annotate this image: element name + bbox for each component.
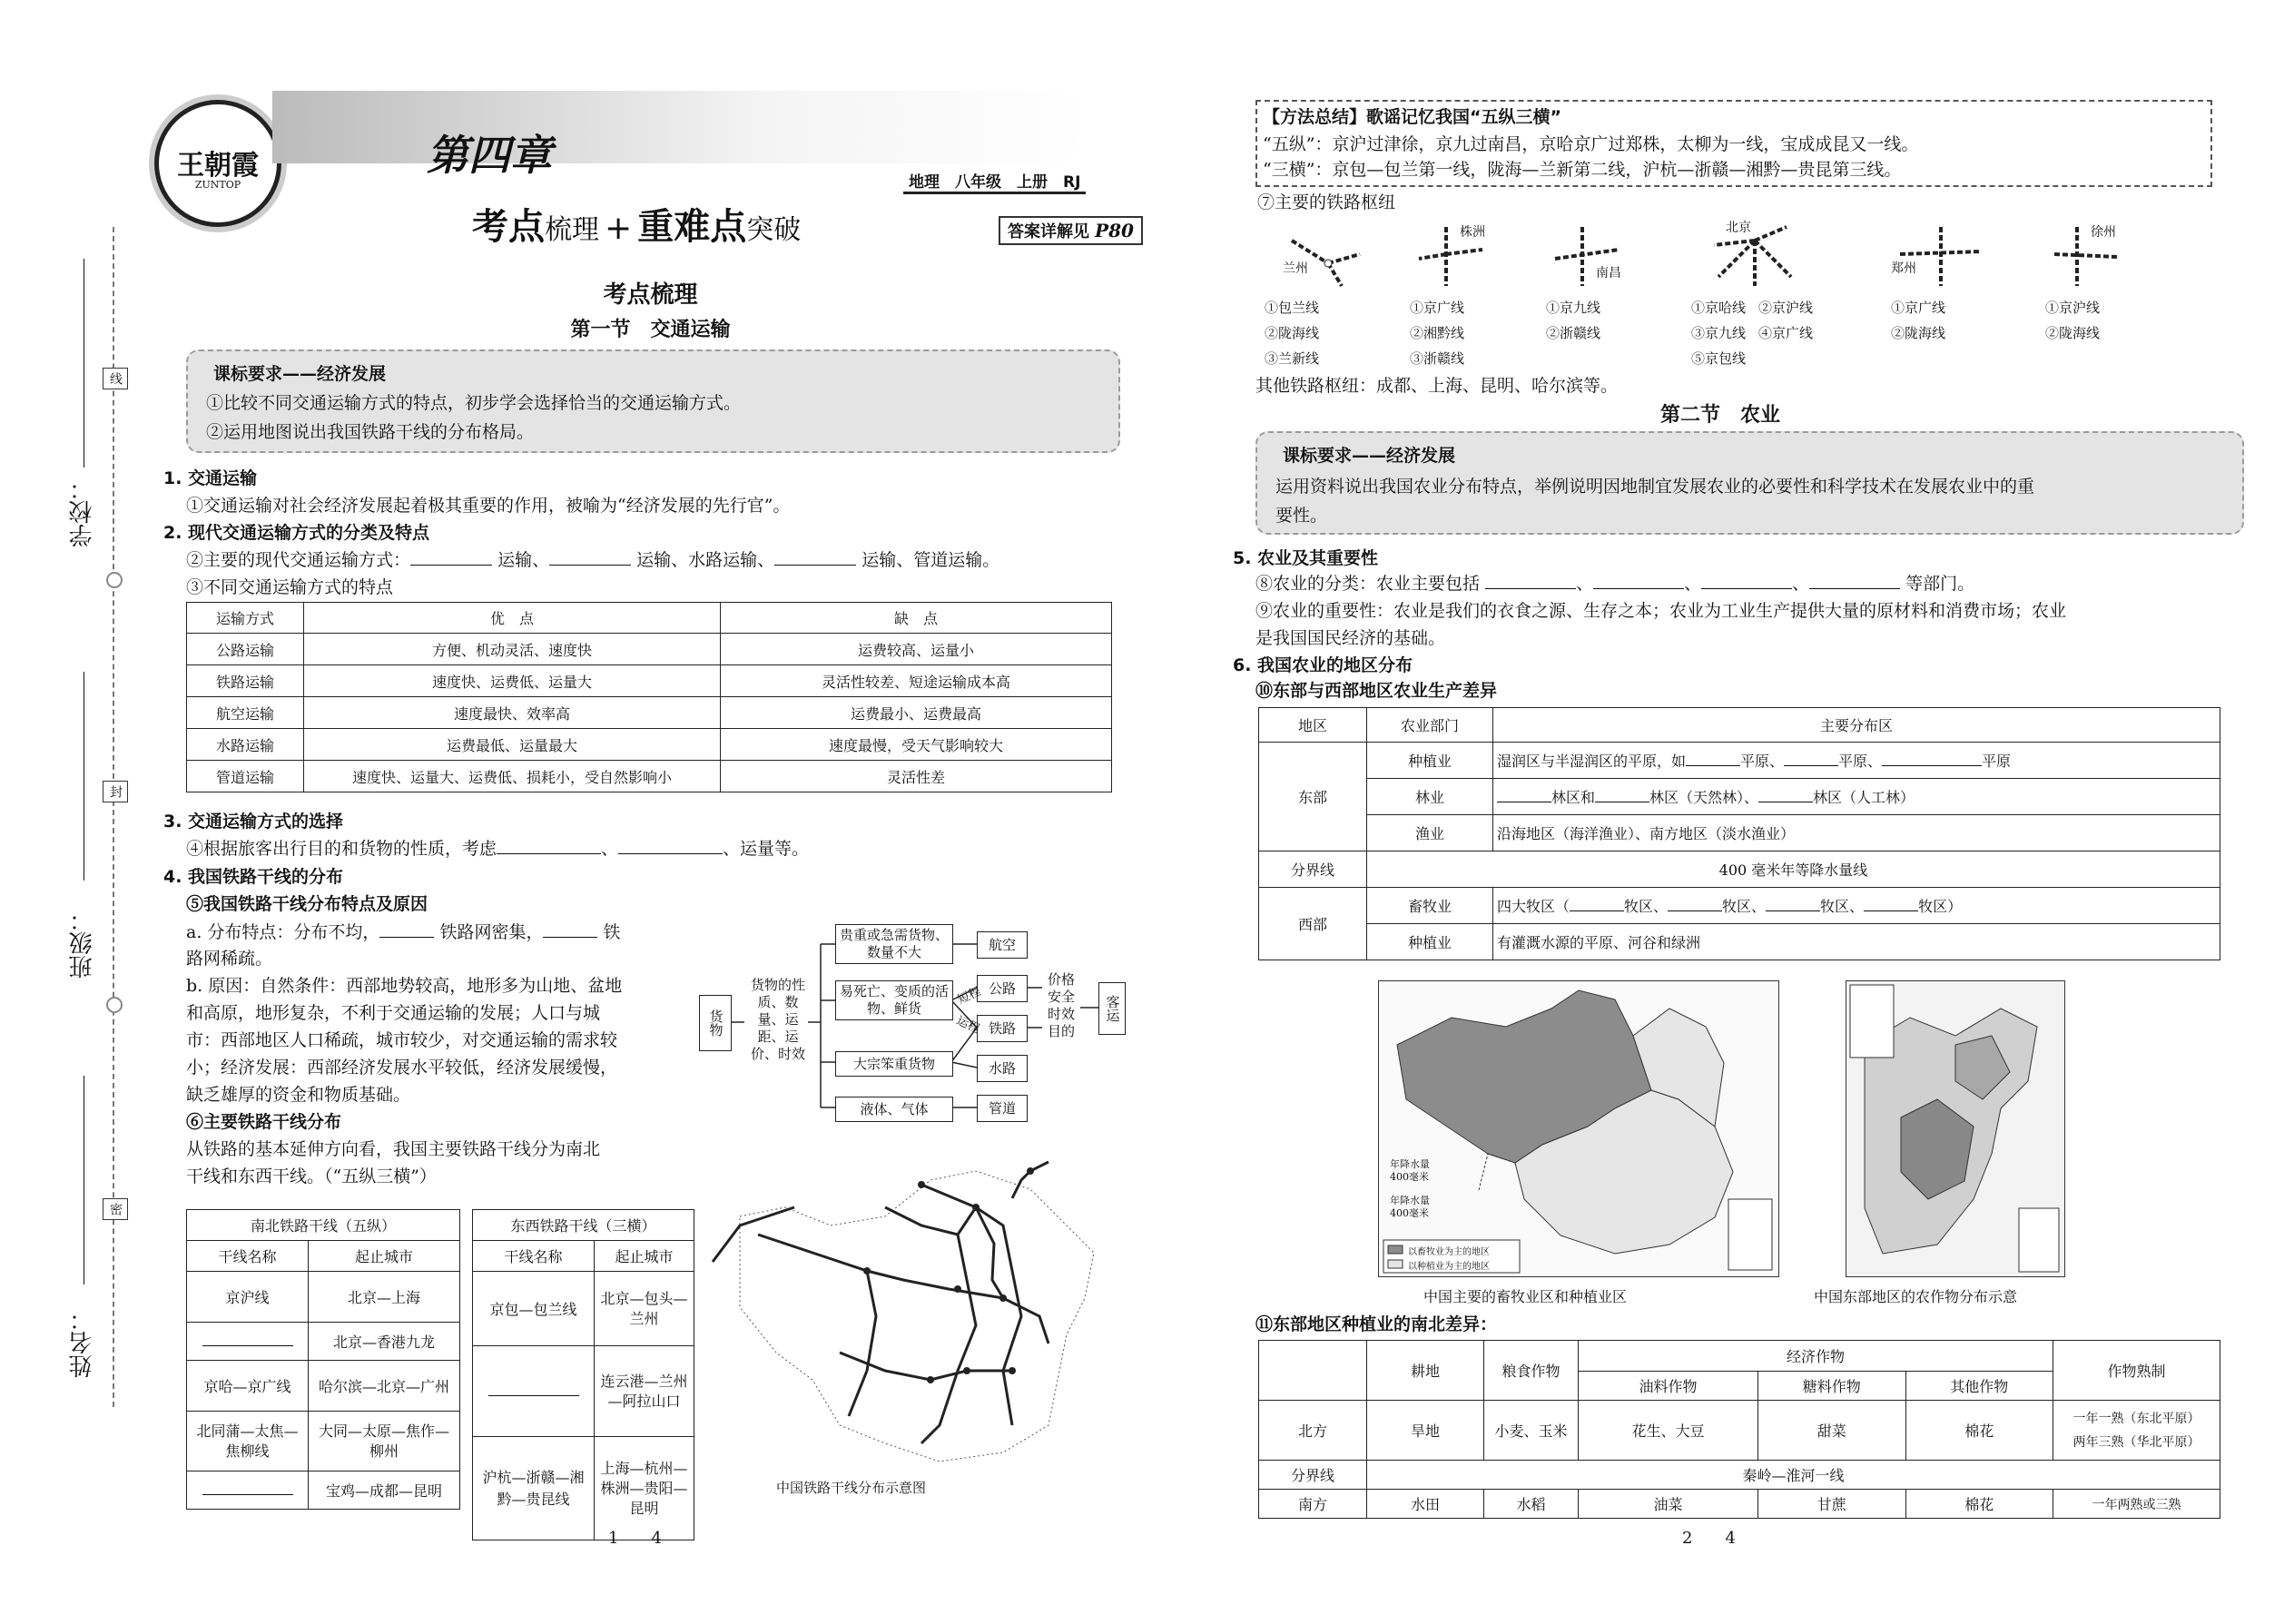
blank-transport-1[interactable]: [410, 565, 492, 566]
north-label: 北方: [1259, 1401, 1367, 1461]
blank-pasture-1[interactable]: [1570, 910, 1624, 911]
south-label: 南方: [1259, 1490, 1367, 1519]
north-ripe-cell: [2053, 1401, 2220, 1461]
table-cell: 运费最低、运量最大: [304, 729, 721, 761]
table-cell: 小麦、玉米: [1484, 1401, 1579, 1461]
hub-city: 徐州: [2091, 225, 2116, 240]
table-cell: 京哈—京广线: [187, 1361, 309, 1412]
hub-line: ②陇海线: [1891, 325, 1946, 341]
agri-requirement-box: [1255, 431, 2244, 535]
answer-ref-page: P80: [1095, 220, 1134, 241]
east-fish: 沿海地区（海洋渔业）、南方地区（淡水渔业）: [1493, 815, 2220, 851]
transport-flowchart: [699, 917, 1126, 1126]
text: 牧区、: [1820, 898, 1865, 915]
subtitle-d: 突破: [746, 214, 802, 246]
left-page-number: 1 4: [608, 1529, 662, 1548]
hub-lanzhou-icon: [1265, 227, 1364, 290]
text: 牧区、: [1624, 898, 1669, 915]
table-cell: 沪杭—浙赣—湘黔—贵昆线: [473, 1437, 595, 1540]
blank-dense[interactable]: [379, 937, 434, 938]
hub-line: ①包兰线: [1265, 300, 1320, 316]
subtitle-b: 梳理: [545, 214, 599, 246]
ew-title: 东西铁路干线（三横）: [473, 1210, 694, 1241]
sector-crop: 种植业: [1367, 743, 1493, 779]
hub-line: ②浙赣线: [1546, 325, 1601, 341]
map1-legend-herd: 以畜牧业为主的地区: [1408, 1247, 1490, 1257]
ew-rail-table: [472, 1209, 694, 1540]
table-cell: 灵活性差: [721, 761, 1112, 792]
brand-logo-text: 王朝霞: [177, 150, 259, 182]
flow-mode-air: 航空: [977, 931, 1028, 959]
transport-table: [186, 602, 1112, 792]
h-farmland: 耕地: [1367, 1341, 1484, 1401]
section-1-title: 第一节 交通运输: [570, 318, 731, 341]
h-other: 其他作物: [1905, 1372, 2053, 1401]
ns-blank-cell[interactable]: [187, 1323, 309, 1361]
north-ripe-1: 一年一熟（东北平原）: [2072, 1411, 2200, 1426]
brand-logo: [154, 100, 281, 227]
seal-mark-mi: 密: [103, 1198, 128, 1220]
table-cell: 北同蒲—太焦—焦柳线: [187, 1412, 309, 1471]
hub-line: ③京九线: [1691, 325, 1747, 341]
blank-ns-line-2[interactable]: [202, 1345, 293, 1346]
table-cell: 宝鸡—成都—昆明: [309, 1471, 460, 1510]
ns-th-name: 干线名称: [187, 1241, 309, 1272]
ns-rail-table: [186, 1209, 460, 1510]
para-4-b: 、: [601, 839, 619, 859]
method-summary-box: [1255, 100, 2212, 187]
para-10: ⑩东部与西部地区农业生产差异: [1255, 681, 1498, 701]
hub-line: ②京沪线: [1758, 300, 1814, 316]
heading-6: 6. 我国农业的地区分布: [1233, 655, 1413, 675]
flow-mode-road: 公路: [977, 975, 1028, 1002]
para-2-a: ②主要的现代交通运输方式：: [186, 550, 411, 570]
req-item-2: ②运用地图说出我国铁路干线的分布格局。: [206, 422, 535, 442]
ns-th-cities: 起止城市: [309, 1241, 460, 1272]
ns-agri-table: [1258, 1340, 2220, 1519]
flow-passenger-factors: 价格安全时效目的: [1047, 971, 1075, 1039]
table-cell: 运费较高、运量小: [721, 634, 1112, 665]
region-west: 西部: [1259, 888, 1367, 960]
para-8-b: 等部门。: [1905, 574, 1975, 594]
subtitle-a: 考点: [472, 206, 545, 248]
hub-beijing: [1691, 218, 1846, 372]
blank-ew-line-2[interactable]: [488, 1395, 579, 1396]
blank-pasture-2[interactable]: [1668, 910, 1722, 911]
heading-5: 5. 农业及其重要性: [1233, 548, 1379, 568]
table-cell: 速度最快、效率高: [304, 697, 721, 729]
blank-sparse[interactable]: [543, 937, 597, 938]
ew-th-name: 干线名称: [473, 1241, 595, 1272]
flow-goods-3: 大宗笨重货物: [835, 1051, 953, 1077]
hub-nanchang: [1546, 218, 1682, 372]
blank-plain-3[interactable]: [1882, 765, 1982, 766]
para-5-a4: 路网稀疏。: [186, 949, 273, 969]
hub-city: 郑州: [1891, 261, 1916, 276]
blank-agri-4[interactable]: [1809, 588, 1900, 589]
hub-zhengzhou-icon: [1891, 222, 1991, 290]
para-2-d: 运输、管道运输。: [861, 550, 1000, 570]
crop-distribution-map: [1846, 980, 2065, 1277]
agri-req-line-2: 要性。: [1275, 506, 1328, 526]
method-line-1: “五纵”：京沪过津徐，京九过南昌，京哈京广过郑株，太柳为一线，宝成成昆又一线。: [1263, 134, 1919, 154]
text: 平原: [1982, 753, 2012, 770]
hub-line: ①京广线: [1410, 300, 1465, 316]
para-8: ⑧农业的分类：农业主要包括 、 、 、 等部门。: [1255, 574, 1975, 594]
table-cell: 油菜: [1579, 1490, 1758, 1519]
hub-line: ③兰新线: [1265, 350, 1320, 367]
table-cell: 甜菜: [1758, 1401, 1905, 1461]
blank-plain-2[interactable]: [1784, 765, 1838, 766]
blank-pasture-4[interactable]: [1864, 910, 1918, 911]
para-4-c: 、运量等。: [723, 839, 810, 859]
para-6-text-1: 干线和东西干线。（“五纵三横”）: [186, 1166, 437, 1186]
hub-line: ①京哈线: [1691, 300, 1747, 316]
table-cell: 京包—包兰线: [473, 1272, 595, 1346]
para-5-a2: 铁路网密集，: [439, 922, 544, 942]
blank-ns-line-5[interactable]: [202, 1494, 293, 1495]
answer-ref-label: 答案详解见: [1008, 222, 1089, 241]
para-5-b-1: 和高原，地形复杂，不利于交通运输的发展；人口与城: [186, 1003, 601, 1023]
agri-req-title: 课标要求——经济发展: [1283, 446, 1456, 466]
hub-xuzhou: [2045, 218, 2181, 372]
west-crop: 有灌溉水源的平原、河谷和绿洲: [1493, 924, 2220, 960]
table-cell: 北京—香港九龙: [309, 1323, 460, 1361]
ns-divider-label: 分界线: [1259, 1461, 1367, 1490]
table-cell: 灵活性较差、短途运输成本高: [721, 665, 1112, 697]
sector-herd: 畜牧业: [1367, 888, 1493, 924]
hub-city: 株洲: [1460, 225, 1485, 240]
table-cell: 北京—包头—兰州: [595, 1272, 694, 1346]
text: 牧区）: [1918, 898, 1963, 915]
table-cell: 水田: [1367, 1490, 1484, 1519]
table-cell: 速度最慢，受天气影响较大: [721, 729, 1112, 761]
north-ripe-2: 两年三熟（华北平原）: [2072, 1434, 2200, 1450]
text: 平原、: [1838, 753, 1883, 770]
para-9-line-2: 是我国国民经济的基础。: [1255, 628, 1446, 648]
th-cons: 缺 点: [721, 603, 1112, 634]
blank-pasture-3[interactable]: [1766, 910, 1820, 911]
table-cell: 北京—上海: [309, 1272, 460, 1323]
hub-city: 南昌: [1596, 266, 1621, 281]
seal-mark-line: 线: [103, 368, 128, 389]
th-distribution: 主要分布区: [1493, 708, 2220, 743]
table-cell: 大同—太原—焦作—柳州: [309, 1412, 460, 1471]
table-cell: 京沪线: [187, 1272, 309, 1323]
table-cell: 哈尔滨—北京—广州: [309, 1361, 460, 1412]
hub-line: ①京沪线: [2045, 300, 2101, 316]
method-line-2: “三横”：京包—包兰第一线，陇海—兰新第二线，沪杭—浙赣—湘黔—贵昆第三线。: [1263, 160, 1902, 180]
para-5: ⑤我国铁路干线分布特点及原因: [186, 894, 428, 914]
railway-hubs: [1255, 218, 2218, 372]
table-cell: 航空运输: [187, 697, 304, 729]
hub-zhuzhou: [1410, 218, 1546, 372]
para-8-a: ⑧农业的分类：农业主要包括: [1255, 574, 1481, 594]
flow-mode-water: 水路: [977, 1055, 1028, 1082]
hub-line: ②陇海线: [1265, 325, 1320, 341]
class-label: 班级：: [69, 908, 96, 979]
table-cell: 公路运输: [187, 634, 304, 665]
hub-line: ①京广线: [1891, 300, 1946, 316]
curriculum-requirement-box: [186, 349, 1120, 453]
east-forest-cell: [1493, 779, 2220, 815]
book-meta: 地理 八年级 上册 RJ: [903, 169, 1086, 194]
hub-beijing-icon: [1700, 222, 1809, 290]
hub-line: ①京九线: [1546, 300, 1601, 316]
table-cell: 旱地: [1367, 1401, 1484, 1461]
section-title: 考点梳理: [603, 281, 698, 309]
flow-long: 运程: [954, 1014, 982, 1037]
agri-zone-map: [1378, 980, 1779, 1277]
table-cell: 方便、机动灵活、速度快: [304, 634, 721, 665]
th-region: 地区: [1259, 708, 1367, 743]
hub-city: 兰州: [1283, 261, 1308, 276]
flow-goods-2: 易死亡、变质的活物、鲜货: [835, 980, 953, 1020]
heading-3: 3. 交通运输方式的选择: [163, 812, 344, 832]
flow-factors: 货物的性质、数量、运距、运价、时效: [750, 977, 805, 1062]
text: 林区（天然林）、: [1649, 789, 1759, 806]
h-econ: 经济作物: [1579, 1341, 2053, 1372]
para-5-b-2: 市：西部地区人口稀疏，城市较少，对交通运输的需求较: [186, 1030, 618, 1050]
para-4-a: ④根据旅客出行目的和货物的性质，考虑: [186, 839, 497, 859]
table-cell: 棉花: [1905, 1401, 2053, 1461]
crop-distribution-map-caption: 中国东部地区的农作物分布示意: [1814, 1288, 2018, 1305]
ns-blank-cell[interactable]: [187, 1471, 309, 1510]
hub-city: 北京: [1726, 221, 1751, 235]
blank-agri-1[interactable]: [1485, 588, 1576, 589]
name-label: 姓名：: [69, 1307, 96, 1378]
crop-distribution-map-graphic: [1846, 981, 2064, 1276]
hub-line: ⑤京包线: [1691, 350, 1747, 367]
table-cell: 速度快、运量大、运费低、损耗小，受自然影响小: [304, 761, 721, 792]
flow-mode-rail: 铁路: [977, 1015, 1028, 1042]
map1-rain-label-2: 年降水量400毫米: [1390, 1195, 1430, 1219]
ns-title: 南北铁路干线（五纵）: [187, 1210, 460, 1241]
hub-zhengzhou: [1891, 218, 2027, 372]
sector-crop-west: 种植业: [1367, 924, 1493, 960]
blank-transport-2[interactable]: [549, 565, 631, 566]
blank-factor-2[interactable]: [618, 853, 723, 854]
west-herd-cell: [1493, 888, 2220, 924]
rail-map-graphic: [704, 1153, 1121, 1480]
ew-th-cities: 起止城市: [595, 1241, 694, 1272]
table-cell: 花生、大豆: [1579, 1401, 1758, 1461]
table-cell: 管道运输: [187, 761, 304, 792]
divider-value: 400 毫米年等降水量线: [1367, 851, 2220, 888]
para-6: ⑥主要铁路干线分布: [186, 1112, 342, 1132]
right-page-number: 2 4: [1682, 1529, 1736, 1548]
blank-transport-3[interactable]: [774, 565, 856, 566]
flow-cargo: 货物: [699, 995, 732, 1051]
blank-factor-1[interactable]: [497, 853, 601, 854]
h-ripe: 作物熟制: [2053, 1341, 2220, 1401]
seal-mark-feng: 封: [103, 781, 128, 802]
flow-short: 短程: [955, 985, 983, 1008]
para-6-text-0: 从铁路的基本延伸方向看，我国主要铁路干线分为南北: [186, 1139, 601, 1159]
h-sugar: 糖料作物: [1758, 1372, 1905, 1401]
h-oil: 油料作物: [1579, 1372, 1758, 1401]
subtitle-c: 重难点: [637, 206, 747, 248]
rail-map-caption: 中国铁路干线分布示意图: [776, 1480, 927, 1496]
hub-other: 其他铁路枢纽：成都、上海、昆明、哈尔滨等。: [1255, 376, 1619, 396]
text: 四大牧区（: [1497, 898, 1570, 915]
table-cell: 连云港—兰州—阿拉山口: [595, 1346, 694, 1437]
flow-goods-4: 液体、气体: [835, 1097, 953, 1122]
th-mode: 运输方式: [187, 603, 304, 634]
east-crop-cell: [1493, 743, 2220, 779]
divider-label: 分界线: [1259, 851, 1367, 888]
text: 平原、: [1740, 753, 1785, 770]
region-east: 东部: [1259, 743, 1367, 851]
answer-ref-box: [999, 216, 1143, 245]
text: 牧区、: [1722, 898, 1767, 915]
table-cell: 速度快、运费低、运量大: [304, 665, 721, 697]
para-3: ③不同交通运输方式的特点: [186, 577, 394, 597]
table-cell: 水路运输: [187, 729, 304, 761]
text: 湿润区与半湿润区的平原，如: [1497, 753, 1687, 770]
table-cell: 运费最小、运费最高: [721, 697, 1112, 729]
heading-2: 2. 现代交通运输方式的分类及特点: [163, 523, 430, 543]
para-5-b-3: 小；经济发展：西部经济发展水平较低，经济发展缓慢，: [186, 1058, 618, 1078]
blank-agri-3[interactable]: [1701, 588, 1792, 589]
blank-plain-1[interactable]: [1686, 765, 1740, 766]
table-cell: 上海—杭州—株洲—贵阳—昆明: [595, 1437, 694, 1540]
flow-goods-1: 贵重或急需货物、数量不大: [835, 924, 953, 964]
heading-1: 1. 交通运输: [163, 468, 258, 488]
hub-line: ③浙赣线: [1410, 350, 1465, 367]
agri-zone-map-caption: 中国主要的畜牧业区和种植业区: [1423, 1288, 1628, 1305]
ns-divider-value: 秦岭—淮河一线: [1367, 1461, 2220, 1490]
table-cell: 甘蔗: [1758, 1490, 1905, 1519]
table-cell: 铁路运输: [187, 665, 304, 697]
table-cell: 一年两熟或三熟: [2053, 1490, 2220, 1519]
agri-zone-map-graphic: [1379, 981, 1778, 1276]
method-title: 【方法总结】歌谣记忆我国“五纵三横”: [1263, 107, 1561, 127]
para-1: ①交通运输对社会经济发展起着极其重要的作用，被喻为“经济发展的先行官”。: [186, 496, 791, 516]
para-11: ⑪东部地区种植业的南北差异：: [1255, 1314, 1498, 1334]
para-2-c: 运输、水路运输、: [636, 550, 775, 570]
sector-forest: 林业: [1367, 779, 1493, 815]
para-5-b-4: 缺乏雄厚的资金和物质基础。: [186, 1085, 411, 1105]
th-sector: 农业部门: [1367, 708, 1493, 743]
map1-rain-label-1: 年降水量400毫米: [1390, 1158, 1430, 1183]
section-2-title: 第二节 农业: [1659, 403, 1780, 427]
flow-passenger: 客运: [1098, 982, 1126, 1035]
map1-legend-crop: 以种植业为主的地区: [1408, 1262, 1490, 1272]
sector-fish: 渔业: [1367, 815, 1493, 851]
brand-logo-sub: ZUNTOP: [194, 179, 241, 191]
hub-line: ④京广线: [1758, 325, 1814, 341]
para-7: ⑦主要的铁路枢纽: [1257, 192, 1396, 212]
flow-mode-pipe: 管道: [977, 1095, 1028, 1122]
school-label: 学校：: [69, 477, 96, 547]
table-cell: 棉花: [1905, 1490, 2053, 1519]
ribbon-decoration: [272, 91, 1089, 163]
agri-region-table: [1258, 707, 2220, 960]
hub-line: ②陇海线: [2045, 325, 2101, 341]
para-5-a1: a. 分布特点：分布不均，: [186, 922, 380, 942]
req-item-1: ①比较不同交通运输方式的特点，初步学会选择恰当的交通运输方式。: [206, 393, 742, 413]
text: 林区（人工林）: [1813, 789, 1915, 806]
heading-4: 4. 我国铁路干线的分布: [163, 867, 344, 887]
rail-map: [704, 1153, 1121, 1496]
table-cell: 水稻: [1484, 1490, 1579, 1519]
text: 林区和: [1551, 789, 1596, 806]
para-5-a: [186, 919, 621, 943]
h-grain: 粮食作物: [1484, 1341, 1579, 1401]
blank-agri-2[interactable]: [1593, 588, 1684, 589]
para-2: [186, 546, 999, 571]
chapter-subtitle: [472, 198, 801, 250]
diag-header: [1259, 1341, 1367, 1401]
para-9-line-1: ⑨农业的重要性：农业是我们的衣食之源、生存之本；农业为工业生产提供大量的原材料和消费市场；农业: [1255, 601, 2067, 621]
chapter-title: 第四章: [427, 131, 552, 180]
th-pros: 优 点: [304, 603, 721, 634]
para-2-b: 运输、: [497, 550, 550, 570]
subtitle-plus: +: [605, 210, 633, 247]
hub-line: ②湘黔线: [1410, 325, 1465, 341]
para-5-a3: 铁: [603, 922, 621, 942]
req-title: 课标要求——经济发展: [213, 364, 387, 384]
para-4: [186, 835, 809, 860]
right-page: [1147, 0, 2294, 1624]
para-5-b-0: b. 原因：自然条件：西部地势较高，地形多为山地、盆地: [186, 976, 623, 996]
ew-blank-cell[interactable]: [473, 1346, 595, 1437]
agri-req-line-1: 运用资料说出我国农业分布特点，举例说明因地制宜发展农业的必要性和科学技术在发展农业中的重: [1275, 477, 2035, 497]
hub-lanzhou: [1265, 218, 1401, 372]
